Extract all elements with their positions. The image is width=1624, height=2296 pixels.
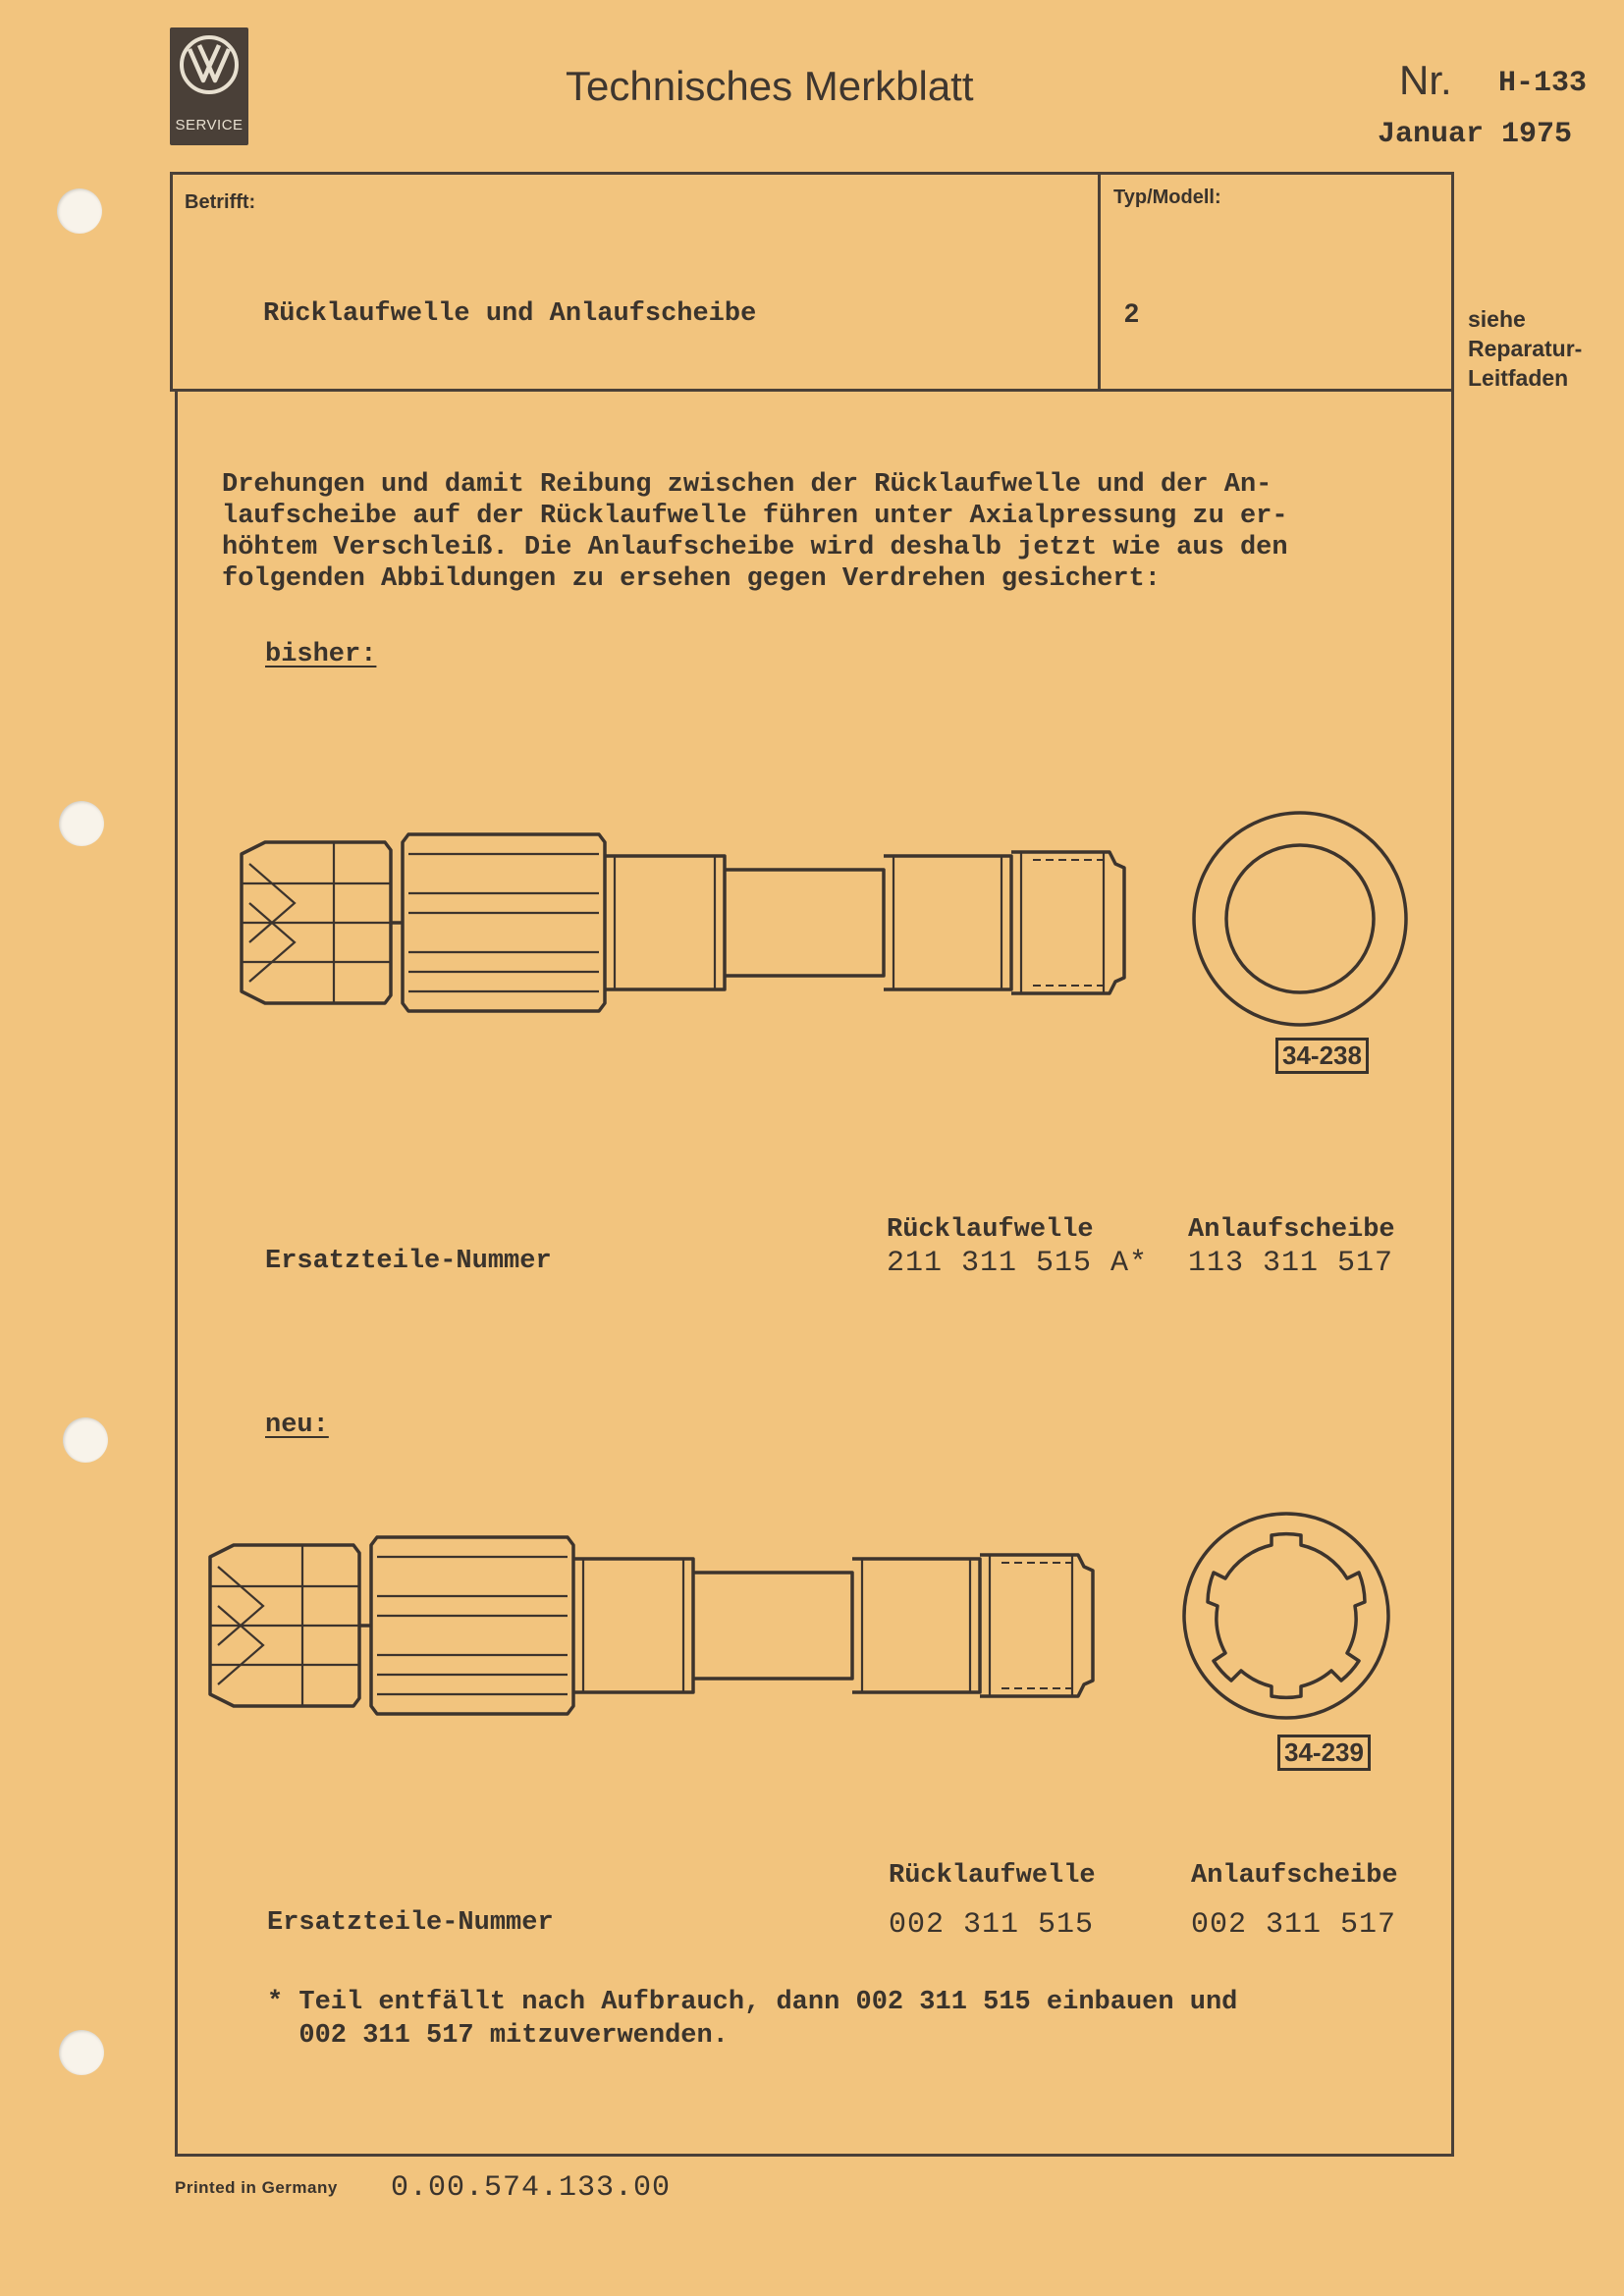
typ-modell-value: 2 [1124,298,1140,328]
punch-hole [57,188,102,234]
typ-modell-label: Typ/Modell: [1113,187,1221,208]
subject-box [170,172,1454,392]
intro-paragraph [222,469,1430,595]
old-col2-head: Anlaufscheibe [1188,1215,1395,1245]
side-note-line: siehe [1468,306,1526,332]
new-col1-value: 002 311 515 [889,1908,1095,1942]
footnote-line: 002 311 517 mitzuverwenden. [267,2021,729,2051]
punch-hole [59,2030,104,2075]
old-washer-drawing [1188,807,1414,1033]
document-date: Januar 1975 [1378,118,1573,151]
new-col2-value: 002 311 517 [1191,1908,1397,1942]
side-note-line: Reparatur- [1468,336,1583,361]
new-figure-label: 34-239 [1277,1735,1371,1771]
logo-service-text: SERVICE [175,117,244,133]
subject-text: Rücklaufwelle und Anlaufscheibe [263,299,757,329]
frame-left-border [175,390,178,2157]
punch-hole [63,1417,108,1463]
new-col1-head: Rücklaufwelle [889,1861,1096,1891]
old-col1-head: Rücklaufwelle [887,1215,1094,1245]
number-label: Nr. [1399,57,1452,103]
subject-divider [1098,172,1101,390]
footnote-line: * Teil entfällt nach Aufbrauch, dann 002 311 515 einbauen und [267,1988,1238,2017]
side-note-line: Leitfaden [1468,365,1569,391]
intro-line: höhtem Verschleiß. Die Anlaufscheibe wird deshalb jetzt wie aus den [222,533,1288,562]
betrifft-label: Betrifft: [185,191,256,213]
old-shaft-drawing [236,825,1149,1021]
printed-in-germany: Printed in Germany [175,2178,338,2197]
old-parts-label: Ersatzteile-Nummer [265,1247,552,1276]
page-title: Technisches Merkblatt [566,63,974,109]
new-shaft-drawing [204,1527,1117,1724]
intro-line: folgenden Abbildungen zu ersehen gegen Verdrehen gesichert: [222,564,1161,594]
old-figure-label: 34-238 [1275,1038,1369,1074]
old-heading: bisher: [265,640,377,669]
frame-bottom-border [175,2154,1454,2157]
document-number: H-133 [1498,67,1588,100]
vw-logo-icon [178,33,241,96]
intro-line: Drehungen und damit Reibung zwischen der Rücklaufwelle und der An- [222,470,1272,500]
new-heading: neu: [265,1411,329,1440]
new-col2-head: Anlaufscheibe [1191,1861,1398,1891]
vw-service-logo [170,27,248,145]
old-col2-value: 113 311 517 [1188,1247,1394,1280]
intro-line: laufscheibe auf der Rücklaufwelle führen unter Axialpressung zu er- [222,502,1288,531]
old-col1-value: 211 311 515 A* [887,1247,1149,1280]
frame-right-border [1451,390,1454,2157]
new-parts-label: Ersatzteile-Nummer [267,1908,554,1938]
new-washer-drawing [1178,1512,1394,1728]
side-note [1468,304,1582,393]
punch-hole [59,801,104,846]
footnote [267,1986,1237,2053]
catalog-number: 0.00.574.133.00 [391,2171,672,2205]
